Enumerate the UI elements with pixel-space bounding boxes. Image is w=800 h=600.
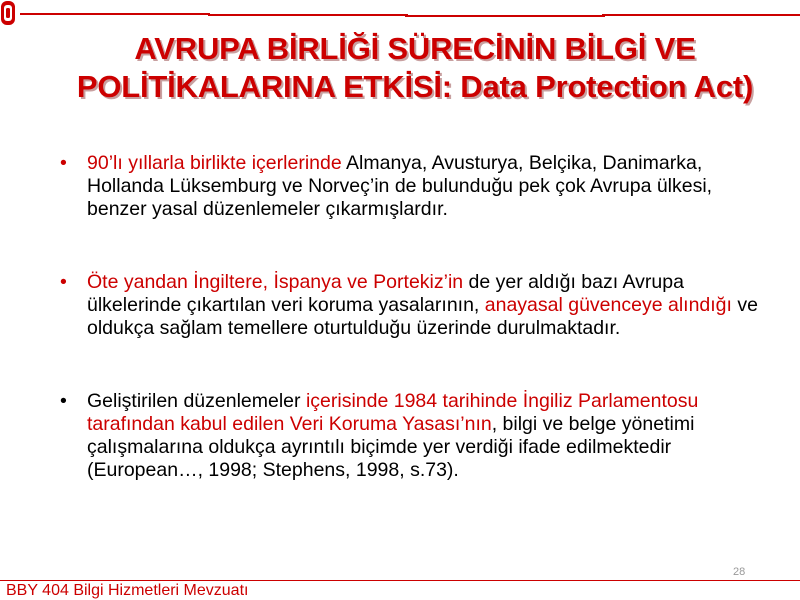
bullet-list <box>60 152 760 482</box>
footer-rule <box>0 580 800 581</box>
header-rule-3 <box>405 15 605 17</box>
bullet-text-segment: , bilgi ve belge yönetimi çalışmalarına oldukça ayrıntılı biçimde yer verdiği ifade edilmektedir (European…, 1998; Stephens, 1998, s.73). <box>87 413 695 481</box>
bullet-text-segment: anayasal güvenceye alındığı <box>484 294 732 316</box>
slide-title: AVRUPA BİRLİĞİ SÜRECİNİN BİLGİ VE POLİTİKALARINA ETKİSİ: Data Protection Act) <box>76 31 754 104</box>
bullet-item <box>60 152 760 221</box>
footer-course-title: BBY 404 Bilgi Hizmetleri Mevzuatı <box>6 582 249 599</box>
bullet-text-segment: Öte yandan İngiltere, İspanya ve Portekiz’in <box>87 271 464 293</box>
bullet-item <box>60 271 760 340</box>
bullet-text-segment: de yer aldığı bazı Avrupa ülkelerinde çıkartılan veri koruma yasalarının, <box>87 271 684 316</box>
bullet-text-segment: içerisinde 1984 tarihinde İngiliz Parlamentosu tarafından kabul edilen Veri Koruma Yasası’nın <box>87 390 699 435</box>
bullet-dot-icon: • <box>60 271 67 293</box>
bullet-dot-icon: • <box>60 390 67 412</box>
bullet-text-segment: 90’lı yıllarla birlikte içerlerinde <box>87 152 347 174</box>
header-rule-4 <box>602 14 800 16</box>
university-logo-icon <box>0 0 16 26</box>
bullet-text-segment: ve oldukça sağlam temellere oturtulduğu üzerinde durulmaktadır. <box>87 294 758 339</box>
header-rule-2 <box>208 14 408 16</box>
header-rule-1 <box>20 13 210 15</box>
bullet-dot-icon: • <box>60 152 67 174</box>
bullet-item <box>60 390 760 482</box>
page-number: 28 <box>733 566 746 578</box>
bullet-text-segment: Geliştirilen düzenlemeler <box>87 390 306 412</box>
bullet-text-segment: Almanya, Avusturya, Belçika, Danimarka, Hollanda Lüksemburg ve Norveç’in de bulunduğu pek çok Avrupa ülkesi, benzer yasal düzenlemeler çıkarmışlardır. <box>87 152 713 220</box>
